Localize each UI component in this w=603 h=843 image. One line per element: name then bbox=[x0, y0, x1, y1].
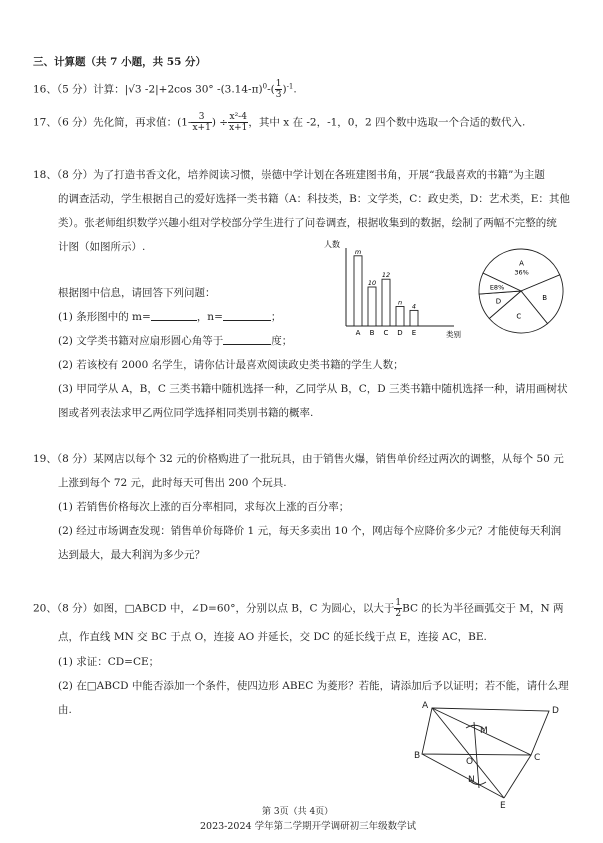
bar-chart bbox=[320, 238, 470, 340]
bar-E bbox=[410, 310, 418, 326]
geometry-figure bbox=[414, 698, 574, 810]
bar-category-label-E: E bbox=[411, 329, 417, 337]
answer-blank-n[interactable] bbox=[223, 310, 271, 321]
q17-p3: ，其中 x 在 -2，-1，0，2 四个数中选取一个合适的数代入. bbox=[248, 116, 526, 129]
q20-line-5: 由. bbox=[58, 704, 72, 716]
pie-label-A: A bbox=[519, 259, 524, 268]
q19-line-5: 达到最大，最大利润为多少元？ bbox=[58, 549, 205, 561]
q19-line-2: 上涨到每个 72 元，此时每天可售出 200 个玩具. bbox=[58, 477, 287, 489]
q18-sub-2 bbox=[58, 334, 292, 348]
q18-info: 根据图中信息，请回答下列问题： bbox=[58, 287, 216, 299]
answer-blank-m[interactable] bbox=[151, 310, 197, 321]
label-b: B bbox=[414, 751, 421, 761]
q18-s2b: 度； bbox=[271, 335, 293, 347]
q20-fraction bbox=[394, 598, 402, 619]
q17-fraction-1 bbox=[191, 112, 211, 133]
question-16 bbox=[33, 79, 297, 100]
q18-sub-1 bbox=[58, 310, 281, 324]
pie-label-C: C bbox=[516, 312, 522, 321]
q17-f2-den: x+1 bbox=[229, 123, 248, 133]
q16-exp0: 0 bbox=[262, 82, 268, 91]
bar-C bbox=[382, 279, 390, 326]
bar-A bbox=[354, 256, 362, 326]
q19-line-3: (1) 若销售价格每次上涨的百分率相同，求每次上涨的百分率； bbox=[58, 501, 350, 513]
bar-D bbox=[396, 307, 404, 327]
q18-s1c: ； bbox=[270, 311, 282, 323]
q20-frac-den: 2 bbox=[395, 609, 402, 619]
q17-score: （6 分）先化简，再求值： bbox=[56, 116, 178, 129]
q20-frac-num: 1 bbox=[395, 598, 402, 608]
q18-sub-3: (2) 若该校有 2000 名学生，请你估计最喜欢阅读政史类书籍的学生人数； bbox=[58, 359, 404, 371]
label-o: O bbox=[466, 757, 474, 767]
pie-label-E: E8% bbox=[489, 283, 505, 292]
bar-category-label-A: A bbox=[355, 329, 361, 337]
pie-label-D: D bbox=[495, 297, 502, 306]
segment-ce bbox=[504, 755, 531, 798]
bar-chart-xlabel: 类别 bbox=[446, 330, 461, 339]
q16-exp-neg1: -1 bbox=[286, 82, 294, 91]
bar-B bbox=[368, 287, 376, 326]
q18-s1b: ，n= bbox=[196, 311, 223, 323]
answer-blank-angle[interactable] bbox=[223, 334, 271, 345]
bar-chart-ylabel: 人数 bbox=[324, 240, 340, 249]
q18-sub-4b: 图或者列表法求甲乙两位同学选择相同类别书籍的概率. bbox=[58, 407, 314, 419]
q20-line-1 bbox=[33, 598, 564, 619]
q16-end: . bbox=[293, 83, 297, 96]
q20-l1a: 20、（8 分）如图，□ABCD 中，∠D=60°，分别以点 B，C 为圆心，以大于 bbox=[33, 602, 395, 615]
bar-category-label-D: D bbox=[397, 329, 403, 337]
bar-value-label-A: m bbox=[354, 247, 362, 256]
pie-percent-A: 36% bbox=[514, 268, 529, 277]
label-d: D bbox=[552, 706, 559, 716]
q18-line-1: 18、（8 分）为了打造书香文化，培养阅读习惯，崇德中学计划在各班建图书角，开展“我最喜欢的书籍”为主题 bbox=[33, 169, 545, 181]
q17-fraction-2 bbox=[228, 112, 248, 133]
q17-p1: (1- bbox=[177, 116, 192, 129]
q17-f1-num: 3 bbox=[191, 112, 211, 123]
q20-line-3: (1) 求证：CD=CE； bbox=[58, 656, 160, 668]
label-m: M bbox=[480, 726, 488, 736]
label-n: N bbox=[468, 775, 475, 785]
segment-be bbox=[422, 754, 504, 798]
q20-l1b: BC 的长为半径画弧交于 M，N 两 bbox=[402, 602, 564, 615]
bar-category-label-C: C bbox=[383, 329, 389, 337]
bar-value-label-B: 10 bbox=[367, 279, 377, 287]
footer-title: 2023-2024 学年第二学期开学调研初三年级数学试 bbox=[200, 821, 417, 832]
q16-frac-num: 1 bbox=[275, 79, 282, 89]
bar-category-label-B: B bbox=[369, 329, 375, 337]
q19-line-1: 19、（8 分）某网店以每个 32 元的价格购进了一批玩具，由于销售火爆，销售单价经过两次的调整，从每个 50 元 bbox=[33, 453, 564, 465]
line-mn bbox=[474, 722, 479, 788]
bar-value-label-E: 4 bbox=[411, 302, 417, 311]
q16-expr-a: |√3 -2|+2cos 30° -(3.14-π) bbox=[124, 83, 263, 96]
q18-line-2: 的调查活动，学生根据自己的爱好选择一类书籍（A：科技类，B：文学类，C：政史类，D：艺术类，E：其他 bbox=[58, 193, 570, 205]
footer-page: 第 3页（共 4页） bbox=[262, 807, 334, 817]
q17-p2: ) ÷ bbox=[211, 116, 229, 129]
q20-line-4: (2) 在□ABCD 中能否添加一个条件，使四边形 ABEC 为菱形？若能，请添加后予以证明；若不能，请什么理 bbox=[58, 680, 569, 692]
label-c: C bbox=[534, 753, 541, 763]
q18-line-3: 类）。张老师组织数学兴趣小组对学校部分学生进行了问卷调查，根据收集到的数据，绘制了两幅不完整的统 bbox=[58, 217, 557, 229]
q18-line-4: 计图（如图所示）. bbox=[58, 241, 146, 253]
q16-expr-c: ) bbox=[282, 83, 287, 96]
section-header: 三、计算题（共 7 小题，共 55 分） bbox=[33, 56, 207, 68]
q18-s1a: (1) 条形图中的 m= bbox=[58, 311, 151, 323]
bar-value-label-D: n bbox=[397, 298, 403, 307]
pie-chart bbox=[476, 246, 566, 336]
q16-score: （5 分）计算： bbox=[56, 83, 125, 96]
q20-line-2: 点，作直线 MN 交 BC 于点 O，连接 AO 并延长，交 DC 的延长线于点 E，连接 AC，BE. bbox=[58, 631, 487, 643]
q16-frac-den: 3 bbox=[275, 90, 282, 100]
q18-sub-4a: (3) 甲同学从 A，B，C 三类书籍中随机选择一种，乙同学从 B，C，D 三类书籍中随机选择一种，请用画树状 bbox=[58, 383, 568, 395]
q17-f1-den: x+1 bbox=[192, 123, 211, 133]
label-e: E bbox=[500, 801, 506, 810]
q17-f2-num: x²-4 bbox=[229, 112, 247, 122]
q16-number: 16、 bbox=[33, 83, 57, 96]
label-a: A bbox=[422, 701, 429, 711]
pie-label-B: B bbox=[542, 293, 548, 302]
q17-number: 17、 bbox=[33, 116, 57, 129]
question-17 bbox=[33, 112, 525, 133]
bar-value-label-C: 12 bbox=[381, 271, 391, 280]
q19-line-4: (2) 经过市场调查发现：销售单价每降价 1 元，每天多卖出 10 个，网店每个应降价多少元？才能使每天利润 bbox=[58, 525, 562, 537]
q16-expr-b: -( bbox=[267, 83, 275, 96]
q18-s2a: (2) 文学类书籍对应扇形圆心角等于 bbox=[58, 335, 224, 347]
